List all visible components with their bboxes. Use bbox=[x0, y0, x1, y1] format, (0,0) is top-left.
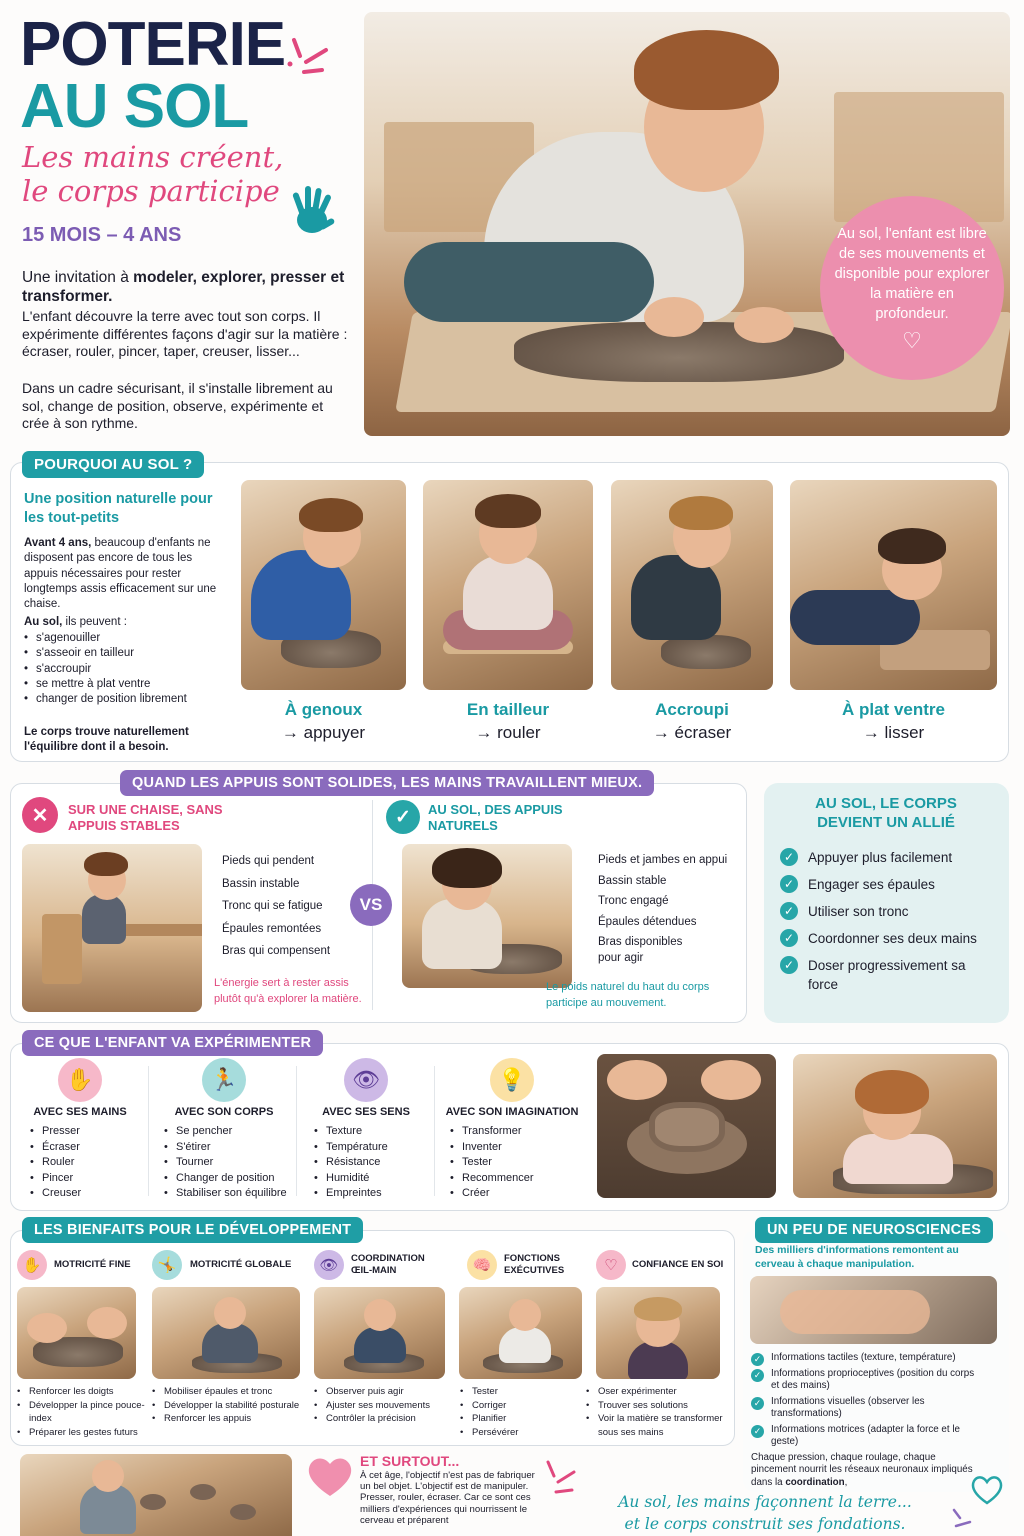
quote-bubble bbox=[820, 196, 1004, 380]
list-item: • Oser expérimenter bbox=[586, 1385, 731, 1399]
subtitle-line2: le corps participe bbox=[22, 174, 280, 208]
pourquoi-p1-bold: Avant 4 ans, bbox=[24, 537, 92, 549]
list-item: • Rouler bbox=[30, 1155, 81, 1171]
pourquoi-list-intro bbox=[24, 616, 127, 628]
list-item: • Persévérer bbox=[460, 1426, 580, 1440]
list-item: • changer de position librement bbox=[24, 692, 204, 707]
benefit-title: FONCTIONS EXÉCUTIVES bbox=[504, 1253, 565, 1276]
sparkle-icon bbox=[950, 1504, 974, 1534]
child-hand bbox=[644, 297, 704, 337]
title-line1: POTERIE bbox=[20, 10, 286, 79]
list-item: • Développer la stabilité posturale bbox=[152, 1399, 300, 1413]
list-item: • Transformer bbox=[450, 1124, 534, 1140]
child-hand bbox=[734, 307, 794, 343]
list-item: • Développer la pince pouce-index bbox=[17, 1399, 145, 1426]
handprint-icon bbox=[282, 182, 344, 242]
list-item: • Résistance bbox=[314, 1155, 388, 1171]
exp-list bbox=[30, 1124, 81, 1202]
position-name: À plat ventre bbox=[842, 700, 945, 719]
neuro-conclusion-pre: Chaque pression, chaque roulage, chaque pincement nourrit les réseaux neuronaux impliqués dans la bbox=[751, 1452, 973, 1488]
position-name: À genoux bbox=[284, 700, 363, 719]
position-action: → lisser bbox=[862, 723, 925, 742]
list-item: • Planifier bbox=[460, 1412, 580, 1426]
pourquoi-heading: Une position naturelle pour les tout-petits bbox=[24, 491, 213, 526]
photo-smiling-child bbox=[793, 1054, 997, 1198]
list-item: • Renforcer les appuis bbox=[152, 1412, 300, 1426]
sol-item: Pieds et jambes en appui bbox=[598, 854, 728, 866]
heart-icon bbox=[306, 1454, 354, 1498]
list-item: • Creuser bbox=[30, 1186, 81, 1202]
pourquoi-text bbox=[24, 536, 220, 612]
sol-item: Bras disponibles pour agir bbox=[598, 936, 683, 964]
chaise-item: Pieds qui pendent bbox=[222, 855, 315, 867]
neuro-list bbox=[751, 1352, 983, 1452]
position-name: En tailleur bbox=[466, 700, 550, 719]
cross-icon: ✕ bbox=[22, 797, 58, 833]
list-item: • Inventer bbox=[450, 1140, 534, 1156]
lightbulb-icon: 💡 bbox=[490, 1058, 534, 1102]
allie-item: ✓ Doser progressivement sa force bbox=[780, 956, 980, 994]
photo-tailleur bbox=[423, 480, 593, 690]
sparkle-icon bbox=[540, 1458, 580, 1498]
list-item: • Se pencher bbox=[164, 1124, 287, 1140]
list-item: • s'agenouiller bbox=[24, 631, 204, 646]
heart-icon: ♡ bbox=[596, 1250, 626, 1280]
surtout-text: À cet âge, l'objectif n'est pas de fabriquer un bel objet. L'objectif est de manipuler. Presser, rouler, écraser. Car ce sont ces milliers d'expériences qui nourrissent le cerveau et préparent bbox=[360, 1470, 535, 1526]
photo-sol bbox=[402, 844, 572, 988]
photo-motricite-globale bbox=[152, 1287, 300, 1379]
list-intro-rest: ils peuvent : bbox=[62, 616, 127, 628]
position-action: → écraser bbox=[652, 723, 732, 742]
list-item: • Empreintes bbox=[314, 1186, 388, 1202]
list-intro-bold: Au sol, bbox=[24, 616, 63, 628]
allie-item: ✓ Engager ses épaules bbox=[780, 875, 980, 894]
benefit-list bbox=[152, 1385, 300, 1426]
list-item: • Température bbox=[314, 1140, 388, 1156]
position-action: → rouler bbox=[475, 723, 541, 742]
allie-title: AU SOL, LE CORPS DEVIENT UN ALLIÉ bbox=[815, 795, 957, 831]
vs-badge bbox=[350, 884, 392, 926]
list-item: • Pincer bbox=[30, 1171, 81, 1187]
stretch-icon: 🤸 bbox=[152, 1250, 182, 1280]
list-item: • Corriger bbox=[460, 1399, 580, 1413]
list-item: • Préparer les gestes futurs bbox=[17, 1426, 145, 1440]
intro-pre: Une invitation à bbox=[22, 269, 134, 286]
sparkle-icon bbox=[284, 34, 334, 80]
divider bbox=[434, 1066, 435, 1196]
intro-para2: Dans un cadre sécurisant, il s'installe librement au sol, change de position, observe, expérimente et crée à son rythme. bbox=[22, 380, 333, 431]
photo-hand-clay bbox=[750, 1276, 997, 1344]
neuro-intro: Des milliers d'informations remontent au cerveau à chaque manipulation. bbox=[755, 1244, 959, 1270]
neuro-item: ✓ Informations motrices (adapter la force et le geste) bbox=[751, 1424, 983, 1449]
neuro-tag: UN PEU DE NEUROSCIENCES bbox=[755, 1217, 993, 1243]
exp-title: AVEC SES MAINS bbox=[33, 1106, 127, 1118]
list-item: • Créer bbox=[450, 1186, 534, 1202]
pourquoi-tag: POURQUOI AU SOL ? bbox=[22, 451, 204, 478]
eye-icon: 👁 bbox=[314, 1250, 344, 1280]
divider bbox=[148, 1066, 149, 1196]
bienfaits-tag: LES BIENFAITS POUR LE DÉVELOPPEMENT bbox=[22, 1217, 363, 1243]
allie-item: ✓ Appuyer plus facilement bbox=[780, 848, 980, 867]
list-item: • Voir la matière se transformer sous ses mains bbox=[586, 1412, 731, 1439]
list-item: • Changer de position bbox=[164, 1171, 287, 1187]
photo-coordination bbox=[314, 1287, 445, 1379]
list-item: • Trouver ses solutions bbox=[586, 1399, 731, 1413]
position-action: → appuyer bbox=[281, 723, 366, 742]
list-item: • Renforcer les doigts bbox=[17, 1385, 145, 1399]
neuro-conclusion-bold: coordination bbox=[785, 1476, 845, 1488]
benefit-title: MOTRICITÉ GLOBALE bbox=[190, 1259, 292, 1270]
list-item: • Humidité bbox=[314, 1171, 388, 1187]
benefit-list bbox=[586, 1385, 731, 1439]
chaise-list bbox=[222, 850, 330, 963]
neuro-item: ✓ Informations tactiles (texture, température) bbox=[751, 1352, 983, 1365]
allie-item: ✓ Utiliser son tronc bbox=[780, 902, 980, 921]
photo-confiance bbox=[596, 1287, 720, 1379]
experimenter-tag: CE QUE L'ENFANT VA EXPÉRIMENTER bbox=[22, 1030, 323, 1056]
list-item: • Contrôler la précision bbox=[314, 1412, 449, 1426]
exp-list bbox=[164, 1124, 287, 1202]
exp-list bbox=[314, 1124, 388, 1202]
photo-fonctions-executives bbox=[459, 1287, 582, 1379]
list-item: • S'étirer bbox=[164, 1140, 287, 1156]
chaise-item: Bras qui compensent bbox=[222, 945, 331, 957]
list-item: • s'asseoir en tailleur bbox=[24, 646, 204, 661]
benefit-list bbox=[460, 1385, 580, 1439]
heart-outline-icon bbox=[970, 1474, 1004, 1506]
intro-bold: modeler, explorer, presser et transformer. bbox=[22, 269, 345, 305]
photo-genoux bbox=[241, 480, 406, 690]
benefit-title: COORDINATION ŒIL-MAIN bbox=[351, 1253, 425, 1276]
photo-chaise bbox=[22, 844, 202, 1012]
list-item: • Observer puis agir bbox=[314, 1385, 449, 1399]
exp-title: AVEC SES SENS bbox=[322, 1106, 410, 1118]
list-item: • Tester bbox=[460, 1385, 580, 1399]
intro-para1: L'enfant découvre la terre avec tout son corps. Il expérimente différentes façons d'agir sur la matière : écraser, rouler, pincer, taper, creuser, lisser... bbox=[22, 308, 348, 359]
vs-label: VS bbox=[359, 895, 383, 914]
list-item: • se mettre à plat ventre bbox=[24, 677, 204, 692]
chaise-item: Tronc qui se fatigue bbox=[222, 900, 323, 912]
benefit-list bbox=[17, 1385, 145, 1439]
allie-list bbox=[780, 848, 980, 1002]
divider bbox=[296, 1066, 297, 1196]
photo-plat-ventre bbox=[790, 480, 997, 690]
chaise-item: Épaules remontées bbox=[222, 922, 322, 935]
neuro-conclusion-post: , bbox=[844, 1476, 848, 1488]
photo-motricite-fine bbox=[17, 1287, 136, 1379]
photo-bowls bbox=[20, 1454, 292, 1536]
list-item: • Tester bbox=[450, 1155, 534, 1171]
exp-title: AVEC SON IMAGINATION bbox=[445, 1106, 579, 1118]
footer-line1: Au sol, les mains façonnent la terre... bbox=[618, 1493, 912, 1511]
child-hair bbox=[634, 30, 779, 110]
child-legs bbox=[404, 242, 654, 322]
sol-item: Tronc engagé bbox=[598, 895, 669, 907]
position-name: Accroupi bbox=[655, 700, 729, 719]
brain-icon: 🧠 bbox=[467, 1250, 497, 1280]
body-icon: 🏃 bbox=[202, 1058, 246, 1102]
benefit-list bbox=[314, 1385, 449, 1426]
list-item: • Presser bbox=[30, 1124, 81, 1140]
list-item: • Recommencer bbox=[450, 1171, 534, 1187]
appuis-tag: QUAND LES APPUIS SONT SOLIDES, LES MAINS TRAVAILLENT MIEUX. bbox=[120, 770, 654, 796]
pourquoi-conclusion: Le corps trouve naturellement l'équilibre dont il a besoin. bbox=[24, 726, 189, 754]
neuro-item: ✓ Informations visuelles (observer les transformations) bbox=[751, 1396, 983, 1421]
neuro-item: ✓ Informations proprioceptives (position du corps et des mains) bbox=[751, 1368, 983, 1393]
chaise-note: L'énergie sert à rester assis plutôt qu'à explorer la matière. bbox=[214, 977, 362, 1005]
exp-list bbox=[450, 1124, 534, 1202]
pourquoi-list bbox=[24, 631, 204, 707]
subtitle-line1: Les mains créent, bbox=[22, 140, 284, 174]
photo-accroupi bbox=[611, 480, 773, 690]
bubble-text: Au sol, l'enfant est libre de ses mouvements et disponible pour explorer la matière en profondeur. bbox=[834, 226, 990, 322]
exp-title: AVEC SON CORPS bbox=[174, 1106, 274, 1118]
chaise-title: SUR UNE CHAISE, SANS APPUIS STABLES bbox=[68, 802, 223, 833]
list-item: • Texture bbox=[314, 1124, 388, 1140]
heart-icon: ♡ bbox=[902, 328, 922, 353]
chaise-item: Bassin instable bbox=[222, 877, 300, 890]
sol-title: AU SOL, DES APPUIS NATURELS bbox=[428, 802, 563, 833]
list-item: • Stabiliser son équilibre bbox=[164, 1186, 287, 1202]
surtout-title: ET SURTOUT... bbox=[360, 1453, 460, 1469]
list-item: • Écraser bbox=[30, 1140, 81, 1156]
sol-item: Bassin stable bbox=[598, 874, 667, 887]
check-icon: ✓ bbox=[386, 800, 420, 834]
sol-item: Épaules détendues bbox=[598, 915, 697, 928]
eye-icon: 👁 bbox=[344, 1058, 388, 1102]
footer-line2: et le corps construit ses fondations. bbox=[624, 1515, 906, 1533]
benefit-title: CONFIANCE EN SOI bbox=[632, 1259, 724, 1270]
sol-note: Le poids naturel du haut du corps participe au mouvement. bbox=[546, 981, 710, 1009]
intro bbox=[22, 268, 352, 306]
pourquoi-p1: beaucoup d'enfants ne disposent pas encore de tous les appuis nécessaires pour rester longtemps assis efficacement sur une chaise. bbox=[24, 537, 217, 611]
list-item: • Ajuster ses mouvements bbox=[314, 1399, 449, 1413]
sol-list bbox=[598, 850, 738, 966]
benefit-title: MOTRICITÉ FINE bbox=[54, 1259, 131, 1270]
photo-pot bbox=[597, 1054, 776, 1198]
age-range: 15 MOIS – 4 ANS bbox=[22, 224, 182, 246]
list-item: • Tourner bbox=[164, 1155, 287, 1171]
neuro-conclusion bbox=[751, 1452, 981, 1489]
hand-icon: ✋ bbox=[17, 1250, 47, 1280]
allie-item: ✓ Coordonner ses deux mains bbox=[780, 929, 980, 948]
list-item: • Mobiliser épaules et tronc bbox=[152, 1385, 300, 1399]
hand-icon: ✋ bbox=[58, 1058, 102, 1102]
list-item: • s'accroupir bbox=[24, 662, 204, 677]
title-line2: AU SOL bbox=[20, 72, 249, 141]
